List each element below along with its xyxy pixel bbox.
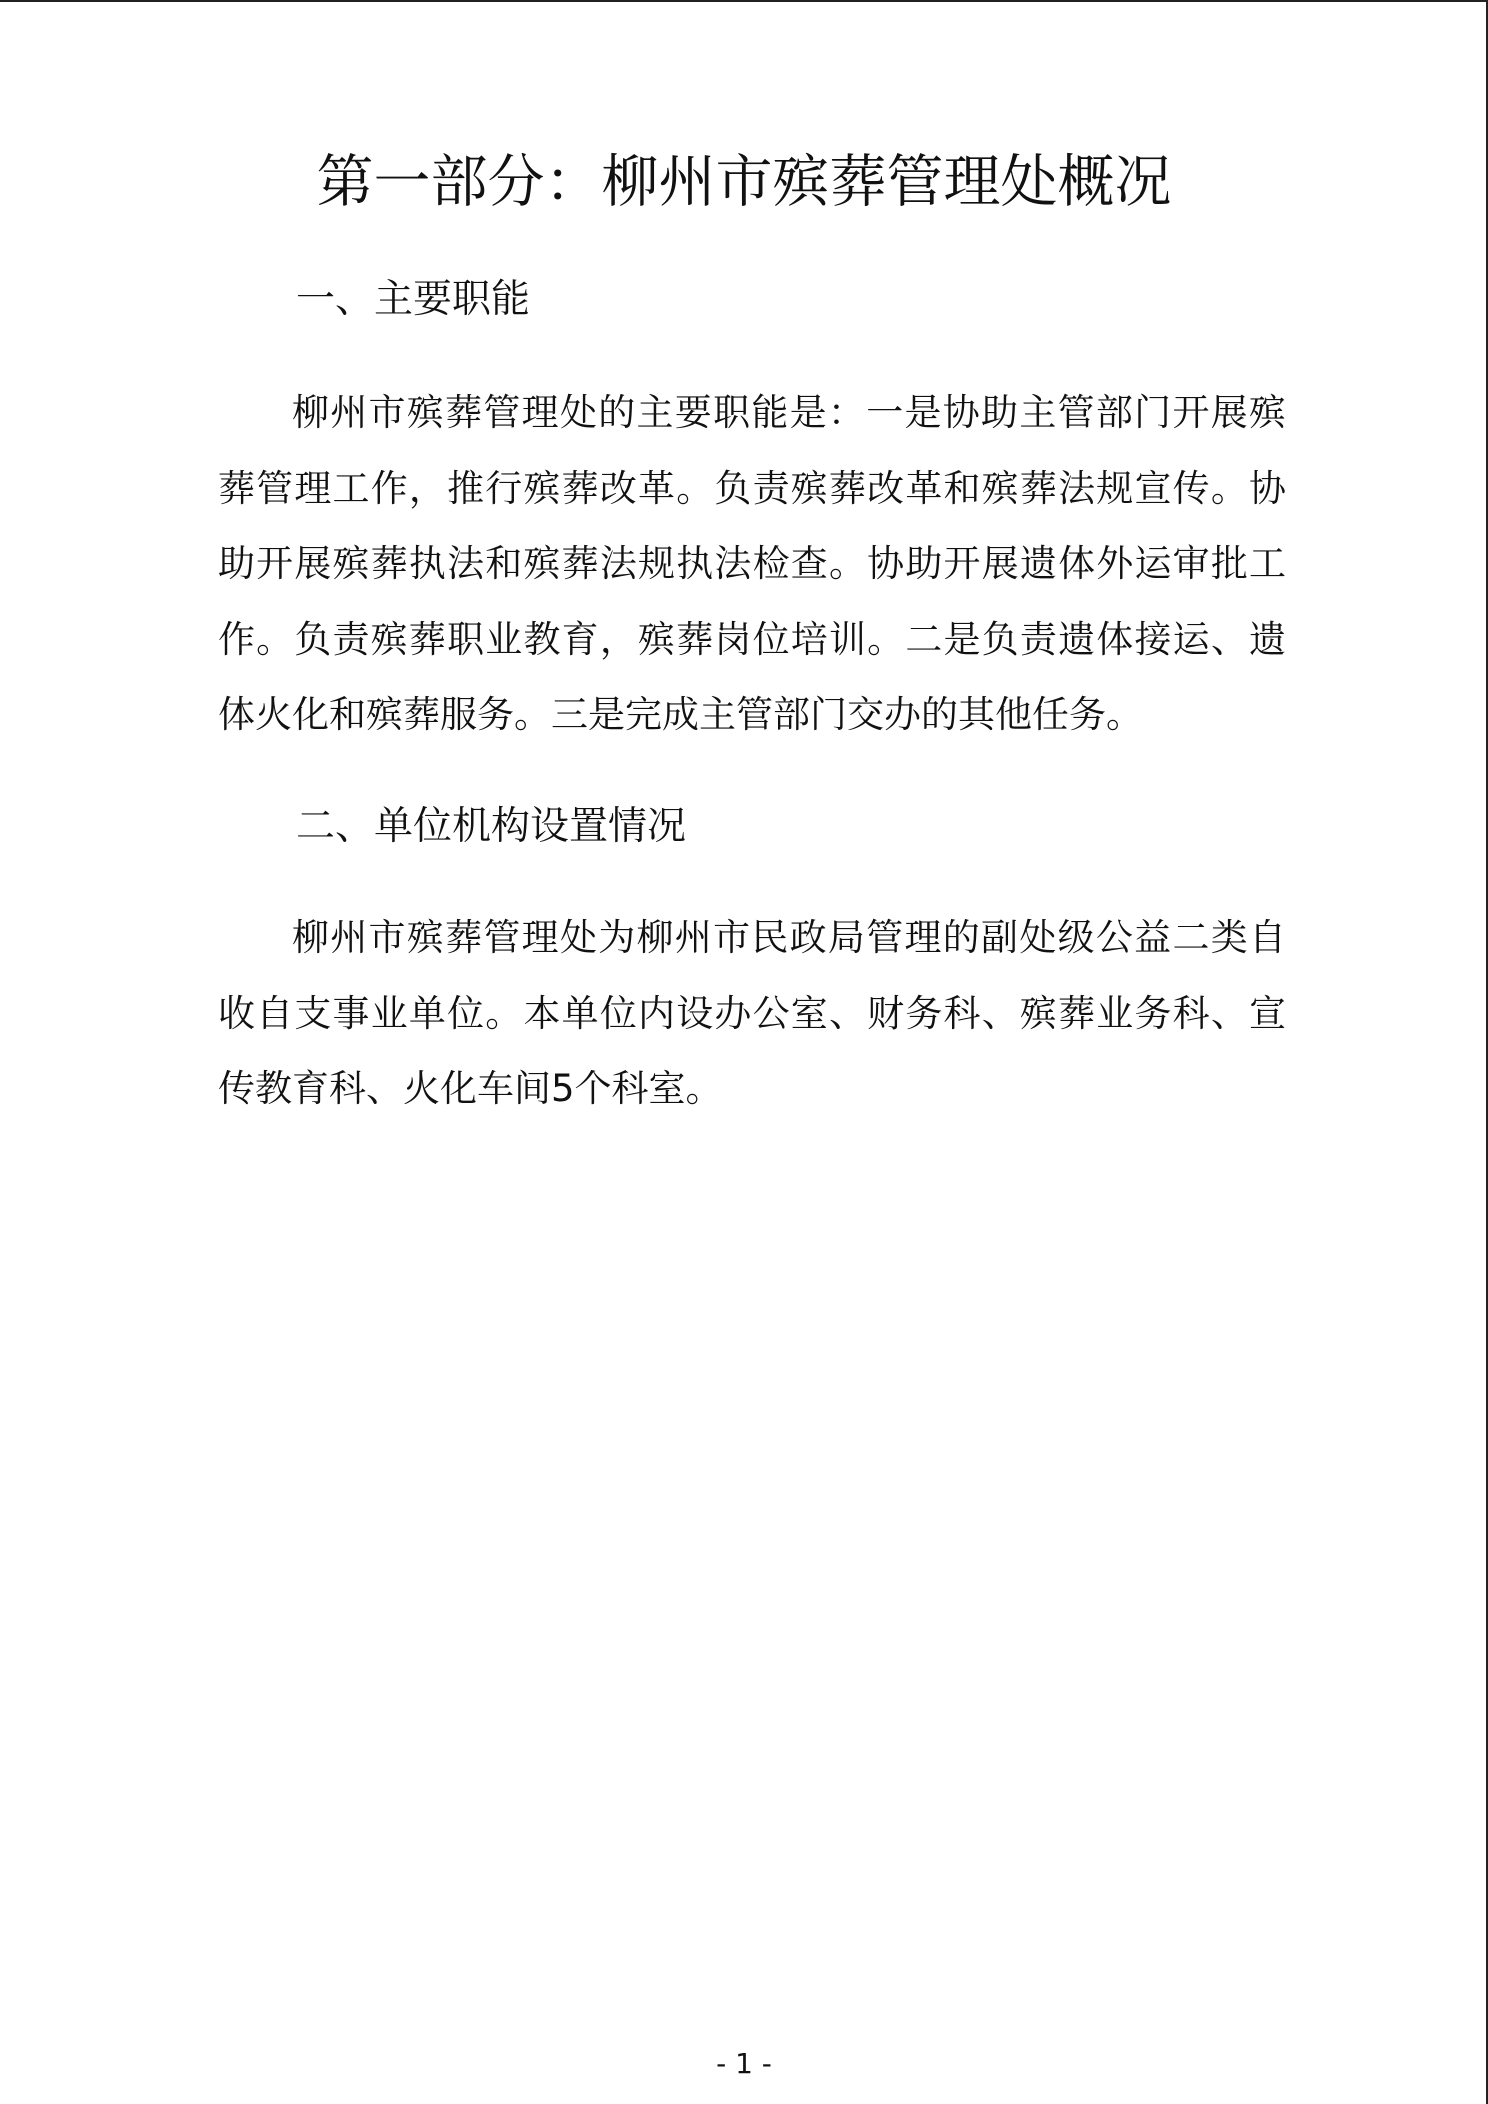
section-paragraph-main-functions: 柳州市殡葬管理处的主要职能是：一是协助主管部门开展殡葬管理工作，推行殡葬改革。负责殡葬改革和殡葬法规宣传。协助开展殡葬执法和殡葬法规执法检查。协助开展遗体外运审批工作。负责殡葬职业教育，殡葬岗位培训。二是负责遗体接运、遗体火化和殡葬服务。三是完成主管部门交办的其他任务。 [218,391,1286,736]
section-paragraph-organization: 柳州市殡葬管理处为柳州市民政局管理的副处级公益二类自收自支事业单位。本单位内设办公室、财务科、殡葬业务科、宣传教育科、火化车间5个科室。 [218,916,1286,1110]
section-heading-organization: 二、单位机构设置情况 [296,804,687,849]
section-heading-main-functions: 一、主要职能 [296,277,531,322]
page-title: 第一部分：柳州市殡葬管理处概况 [316,149,1172,215]
page-number: - 1 - [716,2047,772,2080]
